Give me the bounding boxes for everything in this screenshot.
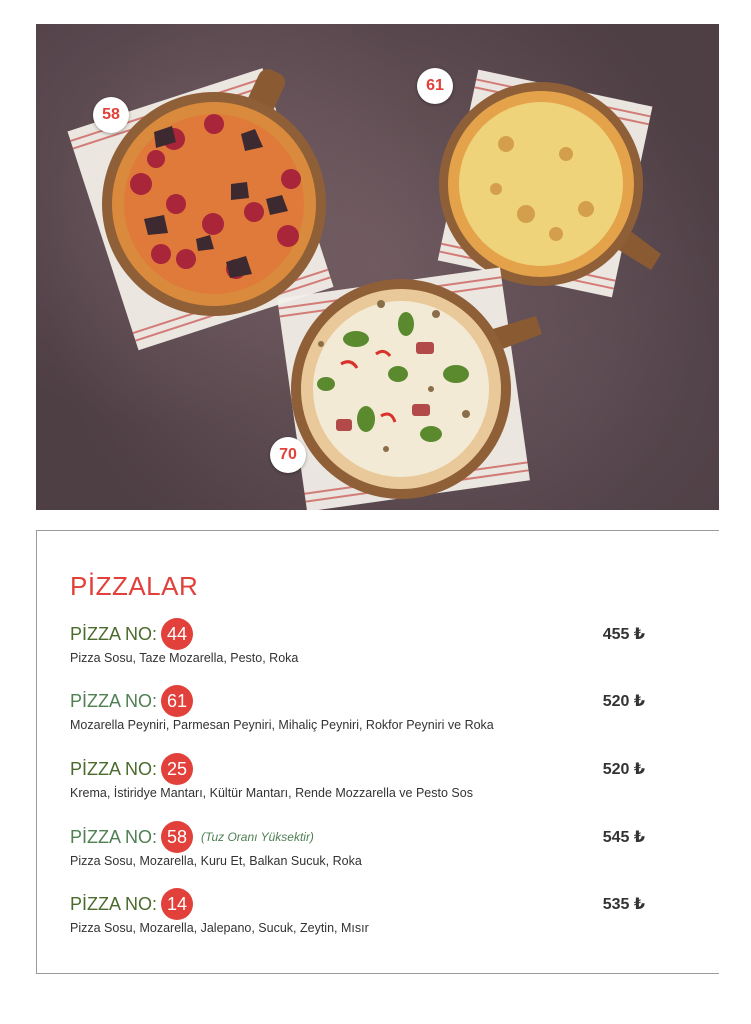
item-label: PİZZA NO: bbox=[70, 690, 158, 711]
item-number-badge: 25 bbox=[161, 753, 193, 785]
item-label: PİZZA NO: bbox=[70, 623, 158, 644]
item-price: 520 ₺ bbox=[602, 693, 645, 710]
item-description: Pizza Sosu, Mozarella, Jalepano, Sucuk, Zeytin, Mısır bbox=[70, 921, 369, 935]
item-description: Pizza Sosu, Taze Mozarella, Pesto, Roka bbox=[70, 651, 299, 665]
menu-item-14 bbox=[70, 889, 645, 941]
item-price: 545 ₺ bbox=[602, 829, 645, 846]
pizza-illustration bbox=[36, 24, 719, 510]
item-description: Pizza Sosu, Mozarella, Kuru Et, Balkan Sucuk, Roka bbox=[70, 854, 362, 868]
pizza-photo bbox=[36, 24, 719, 510]
item-label: PİZZA NO: bbox=[70, 893, 158, 914]
item-description: Krema, İstiridye Mantarı, Kültür Mantarı, Rende Mozzarella ve Pesto Sos bbox=[70, 786, 473, 800]
menu-item-61 bbox=[70, 686, 645, 738]
menu-item-58 bbox=[70, 822, 645, 874]
item-price: 535 ₺ bbox=[602, 896, 645, 913]
item-number-badge: 44 bbox=[161, 618, 193, 650]
item-description: Mozarella Peyniri, Parmesan Peyniri, Mihaliç Peyniri, Rokfor Peyniri ve Roka bbox=[70, 718, 494, 732]
item-number-badge: 14 bbox=[161, 888, 193, 920]
item-price: 520 ₺ bbox=[602, 761, 645, 778]
pizza-menu bbox=[36, 530, 719, 974]
pizza-badge-70: 70 bbox=[270, 437, 306, 473]
item-price: 455 ₺ bbox=[602, 626, 645, 643]
item-number-badge: 58 bbox=[161, 821, 193, 853]
pizza-badge-58: 58 bbox=[93, 97, 129, 133]
item-label: PİZZA NO: bbox=[70, 758, 158, 779]
pizza-badge-61: 61 bbox=[417, 68, 453, 104]
menu-item-44 bbox=[70, 619, 645, 671]
item-label: PİZZA NO: bbox=[70, 826, 158, 847]
menu-item-25 bbox=[70, 754, 645, 806]
item-note: (Tuz Oranı Yüksektir) bbox=[201, 830, 314, 844]
item-number-badge: 61 bbox=[161, 685, 193, 717]
menu-title: PİZZALAR bbox=[70, 571, 199, 601]
